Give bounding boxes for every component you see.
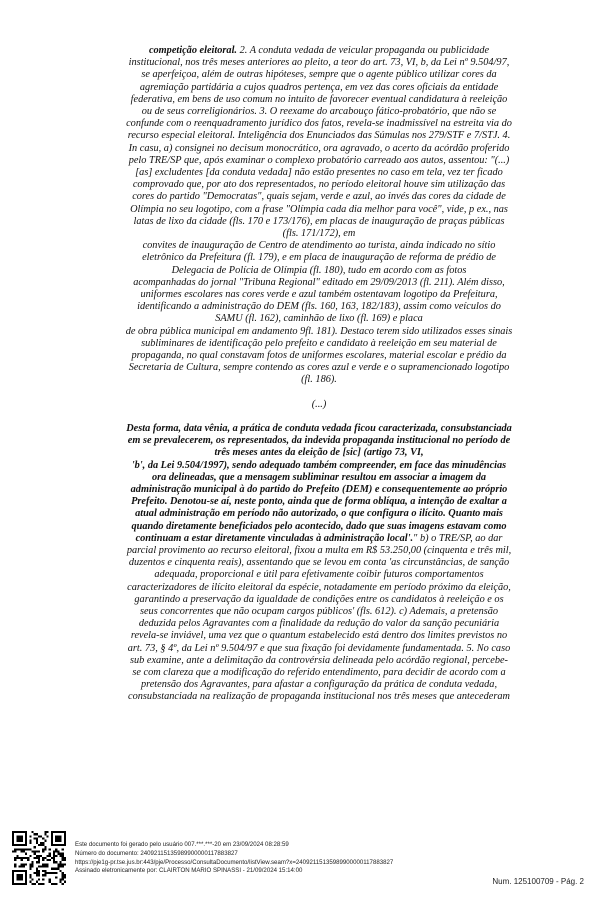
text-segment: Olímpia no seu logotipo, com a frase "Olímpia cada dia melhor para você", vide, p ex., nas: [130, 203, 508, 215]
text-line: [84, 118, 554, 130]
text-segment: se com clareza que a modificação do referido entendimento, para decidir de acordo com a: [132, 666, 506, 678]
text-line: [84, 252, 554, 264]
text-segment: (...): [311, 398, 327, 410]
text-line: [84, 277, 554, 289]
text-line: [84, 289, 554, 301]
text-line: [84, 447, 554, 459]
text-line: [84, 204, 554, 216]
bold-text-segment: atual administração em período não autorizado, o que configura o ilícito. Quanto mais: [135, 508, 503, 520]
text-segment: cores do partido "Democratas", quais sejam, verde e azul, ao invés das cores da cidade de: [132, 191, 506, 203]
text-line: [84, 569, 554, 581]
text-line: [84, 460, 554, 472]
text-segment: acompanhadas do jornal "Tribuna Regional" editado em 29/09/2013 (fl. 211). Além disso,: [133, 276, 505, 288]
text-line: [84, 374, 554, 386]
text-segment: [as] excludentes [da conduta vedada] não estão presentes no caso em tela, vez ter ficado: [135, 167, 503, 179]
text-line: [84, 691, 554, 703]
text-segment: identificando a administração do DEM (fls. 160, 163, 182/183), assim como veículos do: [137, 301, 501, 313]
bold-text-segment: 'b', da Lei 9.504/1997), sendo adequado também compreender, em face das minudências: [131, 459, 507, 471]
text-segment: pretensão dos Agravantes, para afastar a configuração da prática de conduta vedada,: [140, 679, 498, 691]
text-line: [84, 484, 554, 496]
text-line: [84, 545, 554, 557]
text-segment: Secretaria de Cultura, sempre contendo as cores azul e verde e o supramencionado logotipo: [128, 362, 510, 374]
text-segment: seus concorrentes que não ocupam cargos públicos' (fls. 612). c) Ademais, a pretensão: [139, 605, 499, 617]
text-line: [84, 228, 554, 240]
text-line: [84, 45, 554, 57]
text-line: [84, 643, 554, 655]
bold-text-segment: Prefeito. Denotou-se aí, neste ponto, ainda que de forma oblíqua, a intenção de exaltar a: [131, 496, 507, 508]
bold-text-segment: Desta forma, data vênia, a prática de conduta vedada ficou caracterizada, consubstanciada: [126, 422, 512, 434]
text-line: [84, 557, 554, 569]
text-line: [84, 618, 554, 630]
text-segment: confunde com o reenquadramento jurídico dos fatos, revela-se inadmissível na estreita via do: [126, 118, 512, 130]
text-line: [84, 191, 554, 203]
text-segment: de obra pública municipal em andamento 9fl. 181). Destaco terem sido utilizados esses sinais: [125, 325, 513, 337]
text-line: [84, 167, 554, 179]
text-segment: garantindo a preservação da igualdade de condições entre os candidatos à reeleição e os: [134, 593, 504, 605]
text-segment: consubstanciada na realização de propaganda institucional nos três meses que antecederam: [128, 691, 510, 703]
footer-signature-line: Assinado eletronicamente por: CLAIRTON MARIO SPINASSI - 21/09/2024 15:14:00: [75, 867, 303, 875]
text-line: [84, 338, 554, 350]
text-line: [84, 179, 554, 191]
text-segment: ou de seus correligionários. 3. O reexame do arcabouço fático-probatório, que não se: [141, 106, 497, 118]
qr-code-icon: [12, 831, 66, 885]
text-line: [84, 82, 554, 94]
text-segment: sub examine, ante a delimitação da controvérsia delineada pelo acórdão regional, percebe-: [130, 654, 508, 666]
text-segment: se aperfeiçoa, além de outras hipóteses, sempre que o agente público utilizar cores da: [141, 69, 497, 81]
text-segment: propaganda, no qual constavam fotos de uniformes escolares, material escolar e prédio da: [131, 350, 507, 362]
text-line: [84, 130, 554, 142]
text-line: [84, 399, 554, 411]
text-line: [84, 143, 554, 155]
text-segment: comprovado que, por ato dos representados, no período eleitoral houve sim utilização das: [132, 179, 506, 191]
bold-text-segment: quando diretamente beneficiados pelo acontecido, dado que suas imagens estavam como: [131, 520, 507, 532]
text-segment: caracterizadores de ilícito eleitoral da espécie, notadamente em período próximo da eleição,: [127, 581, 511, 593]
text-line: [84, 594, 554, 606]
text-segment: art. 73, § 4º, da Lei nº 9.504/97 e que sua fixação foi devidamente fundamentada. 5. No caso: [127, 642, 511, 654]
text-segment: (fl. 186).: [301, 374, 337, 386]
bold-text-segment: ora delineadas, que a mensagem subliminar resultou em associar a imagem da: [151, 471, 487, 483]
footer-document-number: Número do documento: 24092115135989900000117883827: [75, 849, 238, 857]
text-line: [84, 533, 554, 545]
text-segment: latas de lixo da cidade (fls. 170 e 173/176), em placas de inauguração de praças públicas: [133, 215, 505, 227]
bold-text-segment: três meses antes da eleição de [sic] (artigo 73, VI,: [214, 447, 424, 459]
text-line: [84, 679, 554, 691]
text-segment: eletrônico da Prefeitura (fl. 179), e em placa de inauguração de reforma de prédio de: [142, 252, 496, 264]
bold-text-segment: continuam a estar diretamente vinculadas à administração local'.: [135, 532, 414, 544]
text-segment: 2. A conduta vedada de veicular propaganda ou publicidade: [237, 45, 490, 56]
text-line: [84, 57, 554, 69]
text-segment: adequada, proporcional e útil para efetivamente coibir futuros comportamentos: [154, 569, 484, 581]
text-segment: Delegacia de Polícia de Olímpia (fl. 180), tudo em acordo com as fotos: [171, 264, 467, 276]
text-line: [84, 326, 554, 338]
footer-metadata: [75, 841, 393, 876]
text-line: [84, 496, 554, 508]
text-segment: federativa, em bens de uso comum no intuito de favorecer eventual candidatura à reeleição: [130, 93, 508, 105]
text-segment: revela-se inviável, uma vez que o quantum estabelecido está dentro dos limites previstos no: [130, 630, 508, 642]
bold-text-segment: administração municipal à do partido do Prefeito (DEM) e consequentemente ao próprio: [130, 483, 508, 495]
document-body: [84, 45, 554, 704]
bold-text-segment: em se prevalecerem, os representados, da indevida propaganda institucional no período de: [127, 435, 511, 447]
text-line: [84, 94, 554, 106]
text-segment: institucional, nos três meses anteriores ao pleito, a teor do art. 73, VI, b, da Lei nº 9.504/97,: [128, 57, 510, 69]
text-line: [84, 313, 554, 325]
text-line: [84, 362, 554, 374]
text-segment: agremiação partidária a cujos quadros pertença, em vez das cores oficiais da entidade: [139, 81, 499, 93]
text-segment: convites de inauguração de Centro de atendimento ao turista, ainda indicado no sítio: [142, 240, 496, 252]
text-segment: parcial provimento ao recurso eleitoral, fixou a multa em R$ 53.250,00 (cinquenta e três mil,: [126, 544, 512, 556]
text-line: [84, 667, 554, 679]
footer-generated-line: Este documento foi gerado pelo usuário 007.***.***-20 em 23/09/2024 08:28:59: [75, 841, 289, 848]
text-line: [84, 69, 554, 81]
paragraph-gap: [84, 387, 554, 399]
text-segment: duzentos e cinquenta reais), assentando que se levou em conta 'as circunstâncias, de sanção: [128, 557, 510, 569]
text-line: [84, 106, 554, 118]
text-line: [84, 582, 554, 594]
text-line: [84, 423, 554, 435]
text-line: [84, 472, 554, 484]
text-line: [84, 655, 554, 667]
text-segment: pelo TRE/SP que, após examinar o complexo probatório carreado aos autos, assentou: "(...): [128, 154, 510, 166]
page-number: Num. 125100709 - Pág. 2: [492, 877, 584, 886]
paragraph-gap: [84, 411, 554, 423]
text-segment: (fls. 171/172), em: [282, 228, 356, 240]
text-segment: recurso especial eleitoral. Inteligência dos Enunciados das Súmulas nos 279/STF e 7/STJ. 4.: [127, 130, 511, 142]
text-segment: " b) o TRE/SP, ao dar: [413, 532, 503, 544]
footer-document-url[interactable]: https://pje1g-pr.tse.jus.br:443/pje/Processo/ConsultaDocumento/listView.seam?x=24092115135989900000117883827: [75, 858, 394, 866]
text-line: [84, 521, 554, 533]
text-line: [84, 265, 554, 277]
text-segment: uniformes escolares nas cores verde e azul também ostentavam logotipo da Prefeitura,: [140, 289, 498, 301]
bold-text-segment: competição eleitoral.: [148, 45, 238, 56]
text-line: [84, 240, 554, 252]
text-line: [84, 301, 554, 313]
text-line: [84, 155, 554, 167]
text-line: [84, 606, 554, 618]
text-segment: deduzida pelos Agravantes com a finalidade da redução do valor da sanção pecuniária: [138, 618, 500, 630]
text-line: [84, 350, 554, 362]
text-line: [84, 435, 554, 447]
text-line: [84, 508, 554, 520]
text-segment: SAMU (fl. 162), caminhão de lixo (fl. 169) e placa: [215, 313, 423, 325]
text-line: [84, 216, 554, 228]
text-segment: In casu, a) consignei no decisum monocrático, ora agravado, o acerto da acórdão proferido: [128, 142, 510, 154]
text-line: [84, 630, 554, 642]
text-segment: subliminares de identificação pelo prefeito e candidato à reeleição em seu material de: [141, 337, 497, 349]
